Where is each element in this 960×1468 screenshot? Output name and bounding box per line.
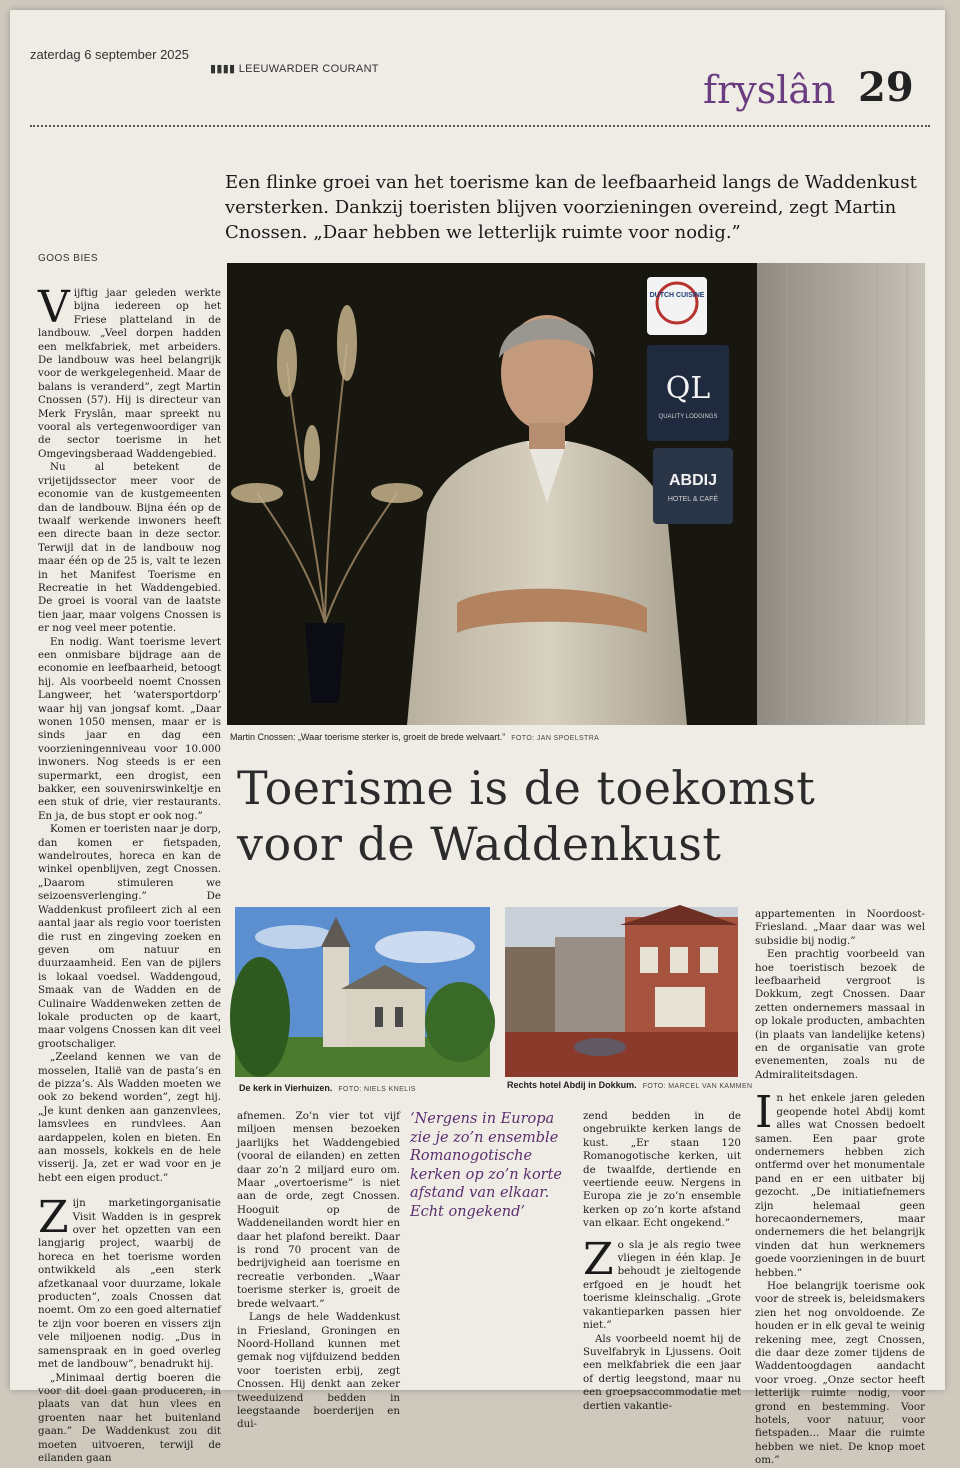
drop-cap: V — [38, 282, 70, 333]
hotel-credit: FOTO: MARCEL VAN KAMMEN — [642, 1083, 753, 1090]
headline-line-2: voor de Waddenkust — [237, 817, 722, 871]
paragraph: Hoe belangrijk toerisme ook voor de streek is, beleidsmakers zien het nog onvoldoende. Ze houden er in elk geval te weinig rekening mee, zegt Cnossen, die daar deze zomer tijdens de Waddentoogdagen aandacht voor vroeg. „Onze sector heeft letterlijk ruimte nodig, voor grond en bestemming. Voor hotels, voor natuur, voor fietspaden... Maar die ruimte hebben we niet. De knop moet om.” — [755, 1279, 925, 1467]
church-caption — [239, 1083, 416, 1093]
newspaper-name: ▮▮▮▮ LEEUWARDER COURANT — [210, 63, 379, 75]
sign-abdij: ABDIJ — [668, 472, 718, 489]
paragraph: Als voorbeeld noemt hij de Suvelfabryk in Ljussens. Ooit een melkfabriek die een jaar of dertig leegstond, maar nu een groepsaccommodatie met dertien vakantie- — [583, 1332, 741, 1412]
article-intro: Een flinke groei van het toerisme kan de leefbaarheid langs de Waddenkust versterken. Dankzij toeristen blijven voorzieningen overeind, zegt Martin Cnossen. „Daar hebben we letterlijk ruimte voor nodig.” — [225, 172, 917, 243]
article-column-1 — [38, 282, 221, 1464]
hotel-photo — [505, 907, 738, 1077]
sign-ql-sub: QUALITY LODGINGS — [658, 414, 718, 420]
paragraph: zend bedden in de ongebruikte kerken langs de kust. „Er staan 120 Romanogotische kerken, uit de twaalfde, dertiende en veertiende eeuw. Nergens in Europa zie je zo’n ensemble kerken op zo’n korte afstand van elkaar. Echt ongekend.” — [583, 1110, 741, 1230]
caption-text: Martin Cnossen: „Waar toerisme sterker is, groeit de brede welvaart.” — [230, 732, 506, 742]
paragraph: afnemen. Zo’n vier tot vijf miljoen mensen bezoeken jaarlijks het Waddengebied (vooral de eilanden) en zetten daar zo’n 2 miljard euro om. Maar „overtoerisme” is niet aan de orde, zegt Cnossen. Hooguit op de Waddeneilanden wordt hier en daar het plafond bereikt. Daar is rond 70 procent van de bedrijvigheid aan toerisme en recreatie verbonden. „Waar toerisme sterker is, groeit de brede welvaart.” — [237, 1110, 400, 1310]
paragraph: n het enkele jaren geleden geopende hotel Abdij komt alles wat Cnossen bedoelt samen. Een paar grote ondernemers hebben zich ontfermd over het monumentale pand en er een uitbater bij gezocht. „De initiatiefnemers zijn helemaal geen horecaondernemers, maar ondernemers die het belangrijk vinden dat hun werknemers goede voorzieningen in de buurt hebben.” — [755, 1092, 926, 1279]
pull-quote: ‘Nergens in Europa zie je zo’n ensemble Romanogotische kerken op zo’n korte afstand van elkaar. Echt ongekend’ — [410, 1111, 563, 1220]
paragraph: appartementen in Noordoost-Friesland. „Maar daar was wel subsidie bij nodig.” — [755, 908, 925, 947]
paragraph: „Minimaal dertig boeren die voor dit doel gaan produceren, in plaats van dat hun vlees en groenten naar het buitenland gaan.” De Waddenkust zou dit moeten uitvoeren, terwijl de eilanden gaan — [38, 1371, 221, 1464]
headline-line-1: Toerisme is de toekomst — [237, 761, 816, 815]
church-photo — [235, 907, 490, 1077]
article-column-2 — [237, 1110, 400, 1431]
hotel-caption-text: Rechts hotel Abdij in Dokkum. — [507, 1080, 637, 1090]
paragraph: „Zeeland kennen we van de mosselen, Italië van de pasta’s en de pizza’s. Als Wadden moeten we ook zo bekend worden”, zegt hij. „Je kunt denken aan ganzenvlees, lamsvlees en rundvlees. Aan aardappelen, kolen en bieten. En aan mossels, kokkels en de hele visserij. Ja, zet er wad voor en je hebt een eigen product.” — [38, 1051, 221, 1184]
sign-ql: QL — [665, 371, 711, 406]
street-illustration — [505, 907, 738, 1077]
article-column-4 — [755, 908, 926, 1467]
photo-credit: FOTO: JAN SPOELSTRA — [511, 735, 600, 742]
sign-abdij-sub: HOTEL & CAFÉ — [667, 496, 719, 503]
paragraph: Nu al betekent de vrijetijdssector meer voor de economie van de kustgemeenten dan de landbouw. Bijna één op de twaalf werkende inwoners heeft een directe baan in deze sector. Terwijl dat in de landbouw nog maar één op de 25 is, valt te lezen in het Manifest Toerisme en Recreatie in het Waddengebied. De groei is vooral van de laatste tien jaar, maar volgens Cnossen is er nog veel meer potentie. — [38, 461, 221, 635]
byline: GOOS BIES — [38, 253, 99, 264]
paragraph: o sla je als regio twee vliegen in één klap. Je behoudt je zieltogende erfgoed en je houdt het toerisme kleinschalig. „Grote vakantieparken passen hier niet.” — [583, 1238, 741, 1332]
page-number: 29 — [858, 64, 914, 111]
portrait-illustration — [227, 263, 925, 725]
section-title: fryslân — [703, 68, 836, 112]
paragraph: Langs de hele Waddenkust in Friesland, Groningen en Noord-Holland kunnen met gemak nog vijfduizend bedden voor toeristen erbij, zegt Cnossen. Hij denkt aan zeker tweeduizend bedden in leegstaande boerderijen en dui- — [237, 1311, 400, 1431]
paragraph: En nodig. Want toerisme levert een onmisbare bijdrage aan de economie en leefbaarheid, betoogt hij. Als voorbeeld noemt Cnossen Langweer, het ‘watersportdorp’ waar hij van jongsaf komt. „Daar wonen 1050 mensen, maar er is sinds jaar en dag een voorzieningenniveau voor 10.000 inwoners. Nog steeds is er een supermarkt, een drogist, een bakker, een souvenirswinkeltje en een stuk of drie, vier restaurants. En ja, de bus stopt er ook nog.” — [38, 635, 221, 822]
main-photo-caption — [230, 732, 920, 742]
paragraph: ijftig jaar geleden werkte bijna iedereen op het Friese platteland in de landbouw. „Veel dorpen hadden een melkfabriek, met arbeiders. De landbouw was heel belangrijk voor de werkgelegenheid. Maar de balans is veranderd”, zegt Martin Cnossen (57). Hij is directeur van Merk Fryslân, maar spreekt nu vooral als vertegenwoordiger van de sector toerisme in het Omgevingsberaad Waddengebied. — [38, 287, 221, 460]
paragraph: Een prachtig voorbeeld van hoe toeristisch bezoek de leefbaarheid vergroot is Dokkum, zegt Cnossen. Daar zetten ondernemers massaal in op lokale producten, ambachten (in plaats van landelijke ketens) en de organisatie van grote evenementen, zoals nu de Admiraliteitsdagen. — [755, 948, 925, 1081]
church-illustration — [235, 907, 490, 1077]
hotel-caption — [507, 1080, 753, 1090]
paragraph: ijn marketingorganisatie Visit Wadden is in gesprek over het opzetten van een langjarig project, waarbij de horeca en het toerisme worden ontwikkeld als „een sterk afzetkanaal voor duurzame, lokale producten”, zoals Cnossen dat noemt. Om zo een goed alternatief te zijn voor boeren en vissers zijn vele miljoenen nodig. „Dus in samenspraak en in goed overleg met de landbouw”, benadrukt hij. — [38, 1197, 221, 1371]
drop-cap: Z — [38, 1192, 69, 1244]
page-date: zaterdag 6 september 2025 — [30, 47, 189, 62]
headline — [237, 760, 927, 872]
header-divider — [30, 125, 930, 127]
main-photo — [227, 263, 925, 725]
church-credit: FOTO: NIELS KNELIS — [338, 1086, 416, 1093]
article-column-3 — [583, 1110, 741, 1412]
drop-cap: Z — [583, 1233, 614, 1285]
church-caption-text: De kerk in Vierhuizen. — [239, 1083, 333, 1093]
drop-cap: I — [755, 1087, 773, 1139]
paragraph: Komen er toeristen naar je dorp, dan komen er fietspaden, wandelroutes, horeca en kan de winkel openblijven, zegt Cnossen. „Daarom stimuleren we seizoensverlenging.” De Waddenkust profileert zich al een aantal jaar als regio voor toeristen die rust en zingeving zoeken en geven om natuur en duurzaamheid. Een van de pijlers is lokaal voedsel. Waddengoud, Smaak van de Wadden en de Culinaire Waddenweken zetten de lokale producten op de kaart, maar volgens Cnossen kan dit veel grootschaliger. — [38, 823, 221, 1050]
sign-dutch-cuisine: DUTCH CUISINE — [649, 292, 705, 299]
